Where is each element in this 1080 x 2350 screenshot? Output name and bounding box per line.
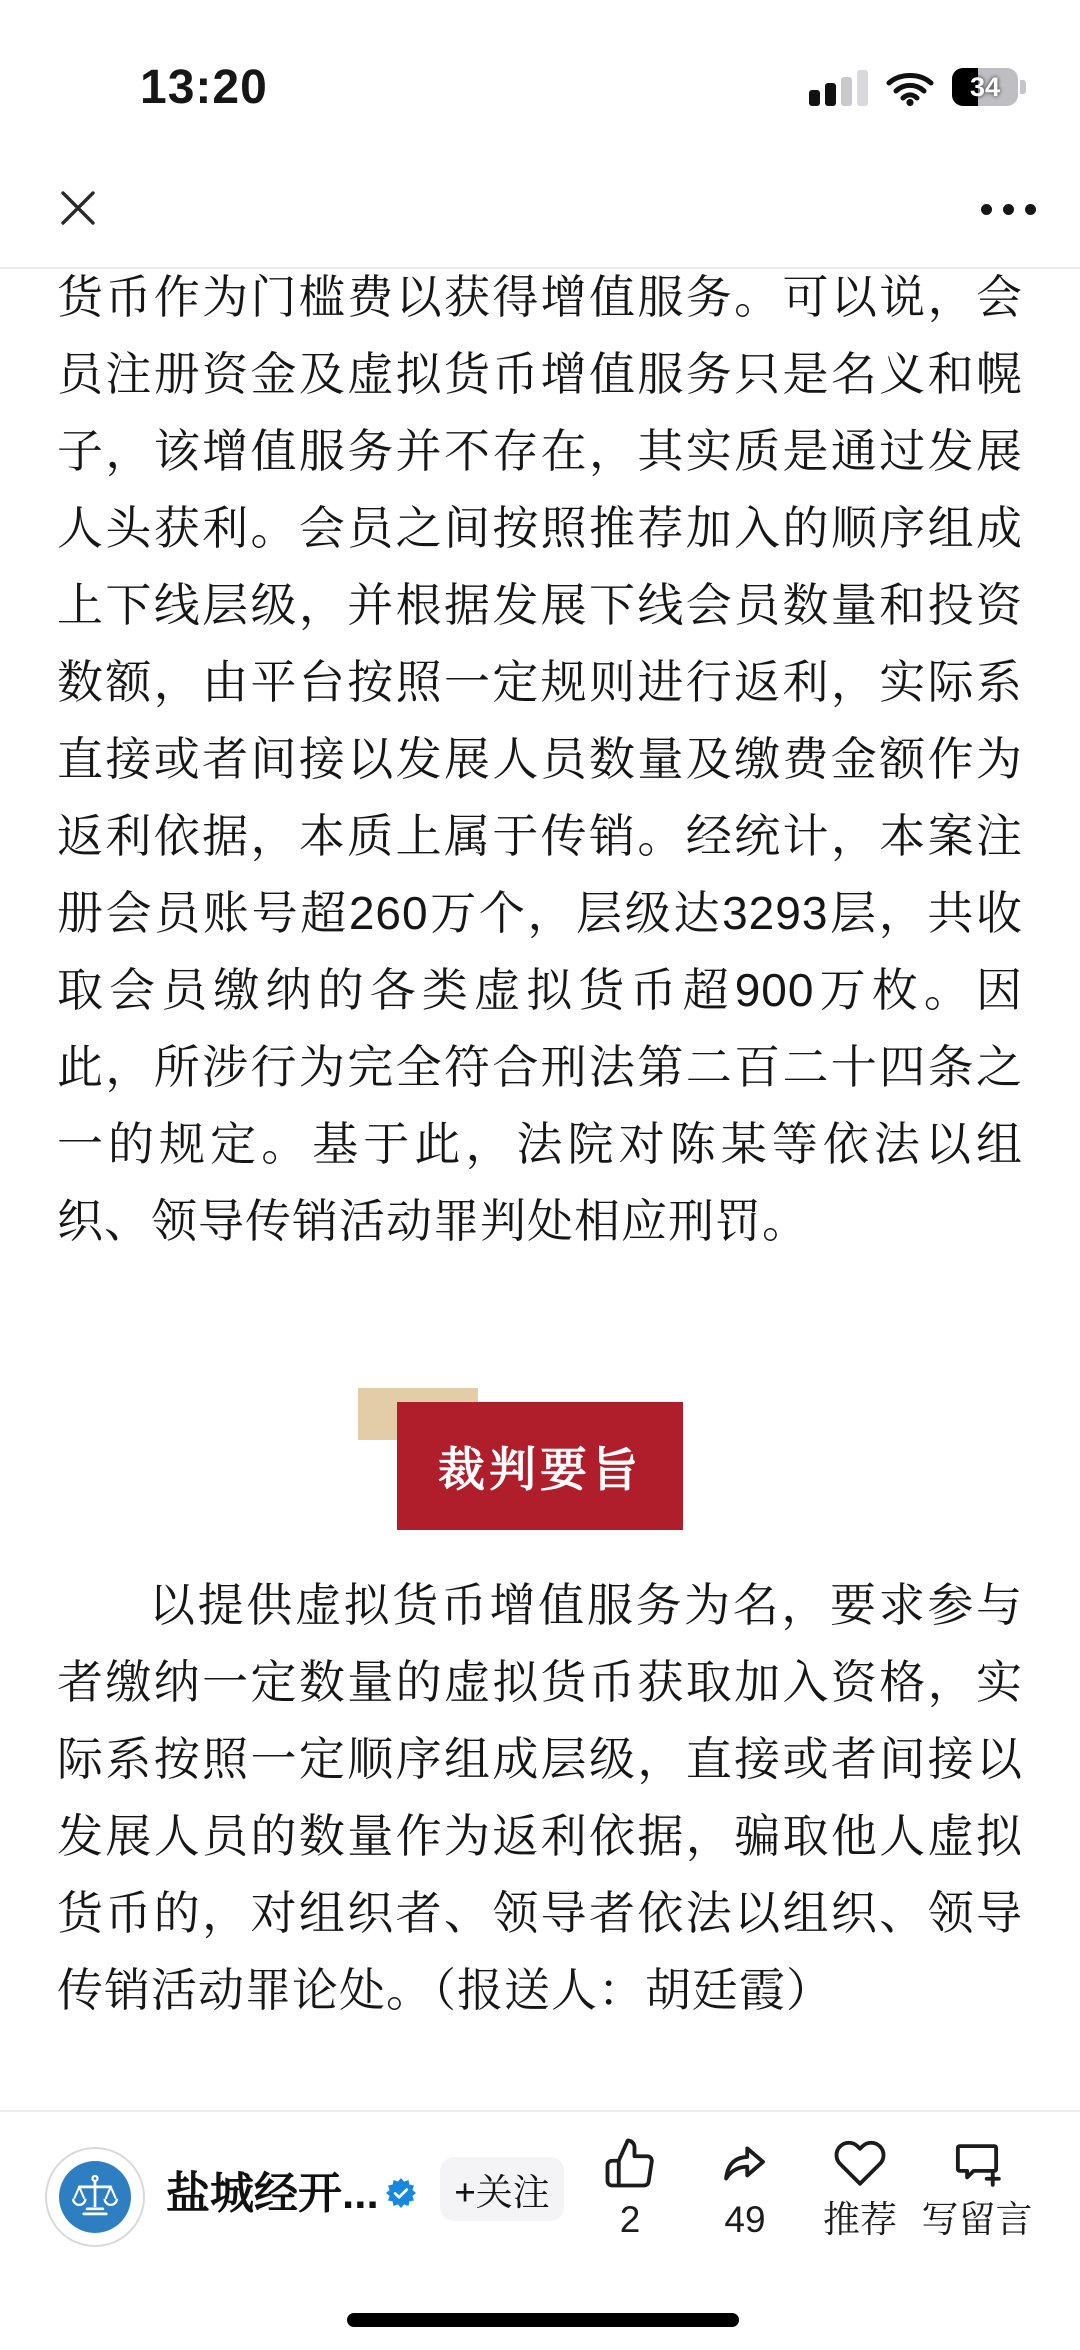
share-count: 49 [724,2199,766,2240]
cellular-signal-icon [809,70,868,106]
article-paragraph-2: 以提供虚拟货币增值服务为名，要求参与者缴纳一定数量的虚拟货币获取加入资格，实际系按照一定顺序组成层级，直接或者间接以发展人员的数量作为返利依据，骗取他人虚拟货币的，对组织者、领导者依法以组织、领导传销活动罪论处。（报送人：胡廷霞） [57,1579,1023,2016]
share-button[interactable] [685,2136,805,2240]
comment-button[interactable] [917,2136,1037,2240]
close-button[interactable] [54,184,102,232]
banner-red-box [397,1402,683,1530]
heart-icon [833,2136,887,2190]
thumbs-up-icon [603,2136,657,2190]
like-count: 2 [619,2199,641,2240]
like-button[interactable] [570,2136,690,2240]
article-paragraph-1: 货币作为门槛费以获得增值服务。可以说，会员注册资金及虚拟货币增值服务只是名义和幌子，该增值服务并不存在，其实质是通过发展人头获利。会员之间按照推荐加入的顺序组成上下线层级，并根据发展下线会员数量和投资数额，由平台按照一定规则进行返利，实际系直接或者间接以发展人员数量及缴费金额作为返利依据，本质上属于传销。经统计，本案注册会员账号超260万个，层级达3293层，共收取会员缴纳的各类虚拟货币超900万枚。因此，所涉行为完全符合刑法第二百二十四条之一的规定。基于此，法院对陈某等依法以组织、领导传销活动罪判处相应刑罚。 [57,271,1023,1247]
account-name[interactable]: 盐城经开... [166,2169,379,2218]
recommend-button[interactable] [800,2136,920,2240]
verified-badge-icon [386,2178,416,2208]
follow-label: +关注 [454,2172,550,2213]
share-arrow-icon [718,2136,772,2190]
article-body [57,259,1023,2029]
wifi-icon [886,70,934,106]
scales-emblem-icon [68,2170,122,2224]
status-time: 13:20 [140,61,268,114]
more-button[interactable] [981,198,1036,221]
account-avatar[interactable] [45,2147,145,2247]
follow-button[interactable] [440,2157,564,2221]
home-indicator [347,2313,739,2327]
comment-plus-icon [950,2136,1004,2190]
more-icon [981,204,992,215]
status-bar-icons [809,64,1018,106]
comment-label: 写留言 [921,2199,1033,2240]
battery-percent: 34 [969,71,1001,102]
recommend-label: 推荐 [823,2199,897,2240]
section-banner [397,1402,683,1530]
banner-title: 裁判要旨 [438,1442,642,1496]
battery-icon [952,68,1018,106]
avatar-blue-circle [59,2161,131,2233]
close-icon [54,184,102,232]
